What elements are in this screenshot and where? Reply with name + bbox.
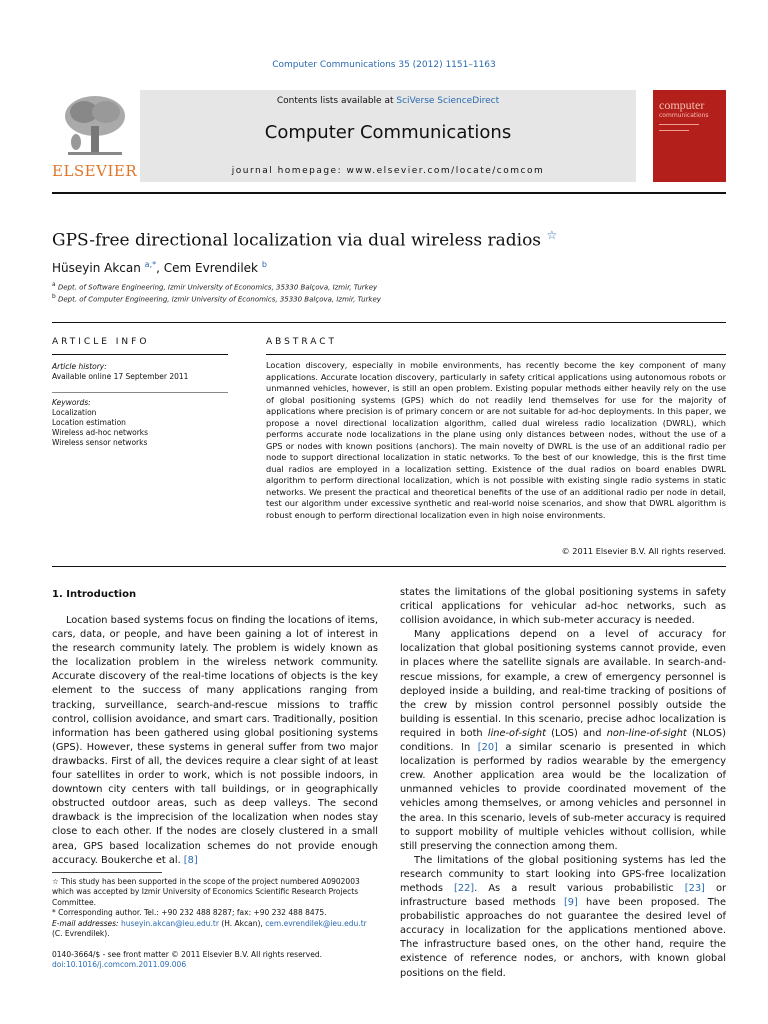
abstract-copyright: © 2011 Elsevier B.V. All rights reserved. <box>561 546 726 556</box>
journal-homepage[interactable]: journal homepage: www.elsevier.com/locate/comcom <box>231 166 545 176</box>
journal-title: Computer Communications <box>264 122 512 143</box>
citation-link[interactable]: [23] <box>684 882 705 894</box>
footnote-emails <box>52 919 378 940</box>
paragraph-text: a similar scenario is presented in which localization is performed by radios wearable by the emergency crew. Another application area would be the localization of unmanned vehicles to provide coordinated movement of the vehicles among themselves, or among vehicles and personnel in the area. In this scenario, levels of sub-meter accuracy is required to support mobility of multiple vehicles without collision, while still preserving the connection among them. <box>400 742 727 852</box>
author-name: Hüseyin Akcan <box>52 261 141 275</box>
footnotes <box>52 872 378 939</box>
author-list <box>52 260 267 275</box>
journal-cover-image[interactable] <box>653 90 726 182</box>
author-affiliation-marker[interactable]: b <box>261 260 267 269</box>
author-name: Cem Evrendilek <box>163 261 258 275</box>
emphasis: line-of-sight <box>487 727 546 739</box>
paragraph-text: have been proposed. The probabilistic approaches do not guarantee the desired level of accuracy in localization for the applications mentioned above. The infrastructure based ones, on the other hand, require the existence of reference nodes, or anchors, with known global positions on the field. <box>400 897 726 979</box>
cover-decoration <box>659 130 689 131</box>
paragraph <box>400 628 726 854</box>
article-history <box>52 362 228 382</box>
footnote-rule <box>52 872 162 873</box>
publisher-name: ELSEVIER <box>52 162 138 180</box>
paragraph-text: Location based systems focus on finding the locations of items, cars, data, or people, and have been gaining a lot of interest in the research community lately. The problem is widely known as the localization problem in the wireless network community. Accurate discovery of the real-time locations of objects is the key element to the success of many applications ranging from tracking, surveillance, search-and-rescue missions to traffic control, collision avoidance, and smart cars. Traditionally, position information has been gathered using global positioning systems (GPS). However, these systems in general suffer from two major drawbacks. First of all, the devices require a clear sight of at least four satellites in order to work, which is not possible indoors, in downtown city centers with tall buildings, or in geographically obstructed outdoor areas, such as deep valleys. The second drawback is the imprecision of the localization when nodes stay close to each other. If the nodes are closely clustered in a small area, GPS based localization schemes do not provide enough accuracy. Boukerche et al. <box>52 615 378 866</box>
paragraph-text: . As a result various probabilistic <box>474 882 685 894</box>
elsevier-tree-icon <box>62 92 128 158</box>
title-block-rule <box>52 322 726 323</box>
email-owner: (H. Akcan), <box>218 918 266 928</box>
cover-subtitle: communications <box>659 112 709 119</box>
emphasis: non-line-of-sight <box>606 727 687 739</box>
paper-title-text: GPS-free directional localization via dual wireless radios <box>52 230 542 251</box>
history-label: Article history: <box>52 362 107 371</box>
paragraph-text: Many applications depend on a level of accuracy for localization that global positioning systems cannot provide, even in places where the satellite signals are available. In search-and-rescue missions, for example, a crew of emergency personnel is deployed inside a building, and real-time tracking of positions of the crew by mission control personnel possibly outside the building is essential. In this scenario, precise adhoc localization is required in both <box>400 629 726 739</box>
left-column <box>52 614 378 868</box>
affiliation-marker: a <box>52 282 56 288</box>
author-separator: , <box>156 261 164 275</box>
cover-decoration <box>659 124 699 125</box>
paragraph <box>400 854 726 981</box>
keywords-block <box>52 398 228 448</box>
citation-link[interactable]: [20] <box>477 742 498 754</box>
header-rule <box>52 192 726 194</box>
abstract-end-rule <box>52 566 726 567</box>
title-footnote-marker[interactable]: ☆ <box>546 228 558 242</box>
issn-line: 0140-3664/$ - see front matter © 2011 Elsevier B.V. All rights reserved. <box>52 950 322 959</box>
abstract-text: Location discovery, especially in mobile environments, has recently become the key component of many applications. Accurate location discovery, particularly in safety critical applications using autonomous robots or unmanned vehicles, however, is still an open problem. Existing popular methods either heavily rely on the use of global positioning systems (GPS) which do not readily lend themselves for use for the majority of applications where precision is of primary concern or are not suitable for ad-hoc deployments. In this paper, we propose a novel directional localization algorithm, called dual wireless radio localization (DWRL), which performs accurate node localizations in the plane using only distances between nodes, without the use of a GPS or nodes with known positions (anchors). The main novelty of DWRL is the use of an additional radio per node to support directional localization in static networks. To the best of our knowledge, this is the first time dual radios are employed in a localization setting. Existence of the dual radios on board enables DWRL algorithm to perform directional localization, which is not possible with existing single radio systems in static networks. We present the practical and theoretical benefits of the use of an additional radio per node in detail, test our algorithm under excessive synthetic and real-world noise scenarios, and show that DWRL algorithm is robust enough to perform directional localization even in high noise environments. <box>266 360 726 520</box>
right-column <box>400 586 726 981</box>
doi-link[interactable]: doi:10.1016/j.comcom.2011.09.006 <box>52 960 187 970</box>
affiliation-marker: b <box>52 294 56 300</box>
affiliation-a <box>52 282 377 291</box>
article-info-rule <box>52 354 228 355</box>
affiliation-b <box>52 294 381 303</box>
masthead <box>52 90 726 182</box>
keyword: Wireless sensor networks <box>52 438 148 447</box>
paragraph-text: (LOS) and <box>545 727 607 739</box>
article-info-divider <box>52 392 228 393</box>
affiliation-text: Dept. of Computer Engineering, Izmir University of Economics, 35330 Balçova, Izmir, Turkey <box>57 295 381 304</box>
email-label: E-mail addresses: <box>52 918 121 928</box>
footnote-corresponding: * Corresponding author. Tel.: +90 232 488 8287; fax: +90 232 488 8475. <box>52 908 327 918</box>
abstract-heading: ABSTRACT <box>266 337 338 347</box>
affiliation-text: Dept. of Software Engineering, Izmir University of Economics, 35330 Balçova, Izmir, Turkey <box>57 283 378 292</box>
footnote-funding: ☆ This study has been supported in the scope of the project numbered A0902003 which was accepted by Izmir University of Economics Scientific Research Projects Committee. <box>52 877 360 907</box>
front-matter <box>52 950 378 971</box>
keyword: Wireless ad-hoc networks <box>52 428 149 437</box>
contents-line <box>140 96 636 106</box>
journal-banner <box>140 90 636 182</box>
keyword: Localization <box>52 408 97 417</box>
author-affiliation-marker[interactable]: a,* <box>144 260 157 269</box>
publisher-logo[interactable] <box>52 90 136 182</box>
paragraph <box>52 614 378 868</box>
paragraph: states the limitations of the global positioning systems in safety critical applications for vehicular ad-hoc networks, such as collision avoidance, in which sub-meter accuracy is needed. <box>400 587 726 627</box>
history-value: Available online 17 September 2011 <box>52 372 189 381</box>
keyword: Location estimation <box>52 418 126 427</box>
paragraph-text: or infrastructure based methods <box>400 882 726 909</box>
citation-link[interactable]: [8] <box>183 854 198 866</box>
paper-title <box>52 228 557 251</box>
email-link[interactable]: huseyin.akcan@ieu.edu.tr <box>120 918 219 928</box>
cover-title: computer <box>659 98 705 112</box>
paragraph-text: (NLOS) conditions. In <box>400 727 726 754</box>
contents-prefix: Contents lists available at <box>276 96 397 106</box>
citation-link[interactable]: [22] <box>454 882 475 894</box>
section-heading-introduction: 1. Introduction <box>52 589 137 600</box>
keywords-label: Keywords: <box>52 398 91 407</box>
email-owner: (C. Evrendilek). <box>52 929 110 939</box>
paragraph-text: The limitations of the global positioning systems has led the research community to start looking into GPS-free localization methods <box>400 854 726 894</box>
abstract-rule <box>266 354 726 355</box>
citation-link[interactable]: [9] <box>563 897 578 909</box>
sciencedirect-link[interactable]: SciVerse ScienceDirect <box>396 96 500 106</box>
email-link[interactable]: cem.evrendilek@ieu.edu.tr <box>265 918 367 928</box>
journal-reference[interactable]: Computer Communications 35 (2012) 1151–1163 <box>272 60 496 70</box>
article-info-heading: ARTICLE INFO <box>52 337 150 347</box>
